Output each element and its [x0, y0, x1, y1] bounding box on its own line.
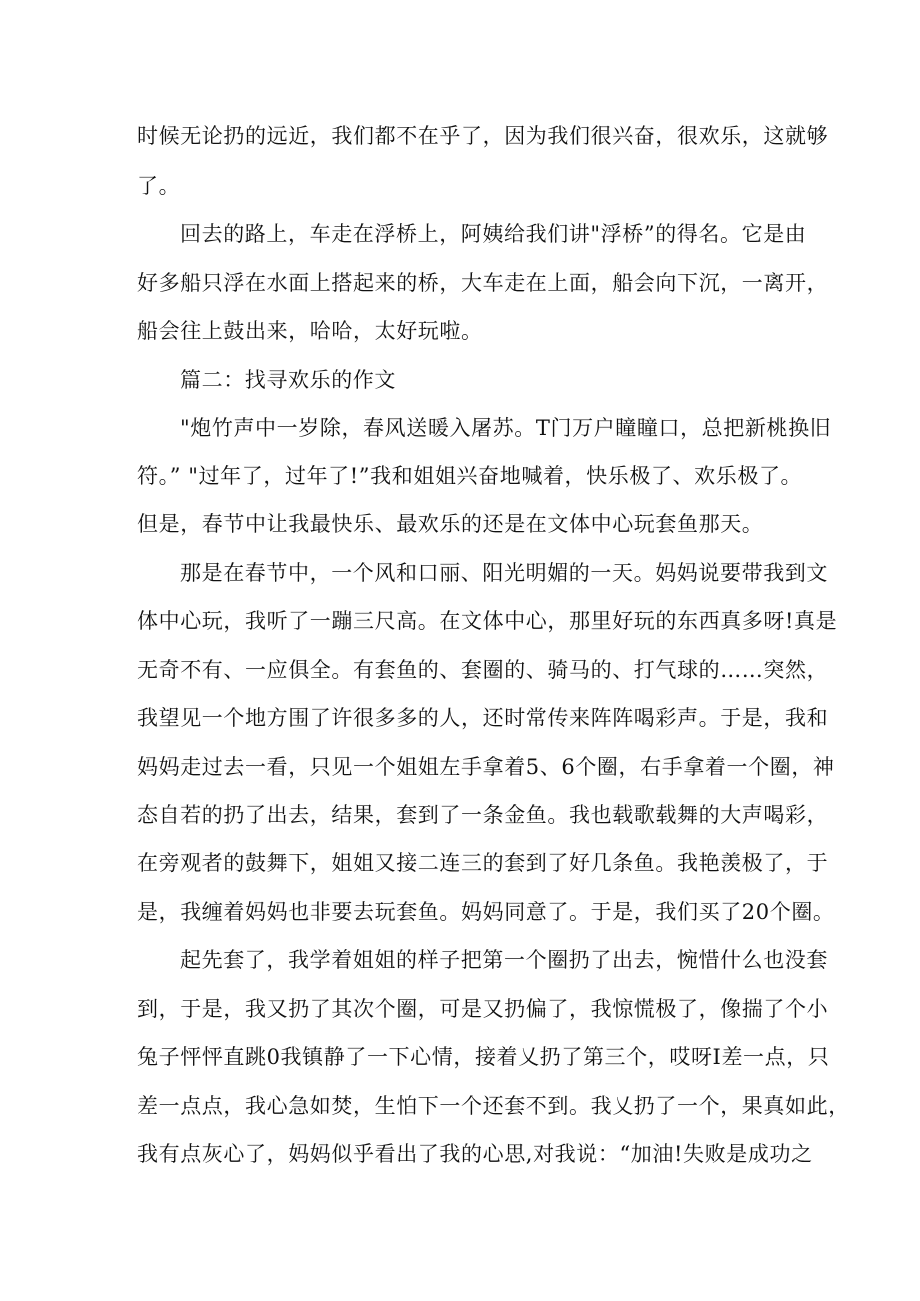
text-line: 体中心玩，我听了一蹦三尺高。在文体中心，那里好玩的东西真多呀!真是: [137, 609, 838, 633]
text-line: 是，我缠着妈妈也非要去玩套鱼。妈妈同意了。于是，我们买了20个圈。: [137, 900, 835, 924]
text-line: 回去的路上，车走在浮桥上，阿姨给我们讲"浮桥”的得名。它是由: [180, 222, 807, 246]
section-heading: 篇二：找寻欢乐的作文: [180, 368, 396, 392]
text-line: 起先套了，我学着姐姐的样子把第一个圈扔了出去，惋惜什么也没套: [180, 948, 828, 972]
text-line: 态自若的扔了出去，结果，套到了一条金鱼。我也载歌载舞的大声喝彩，: [137, 803, 829, 827]
text-line: 我望见一个地方围了许很多多的人，还时常传来阵阵喝彩声。于是，我和: [137, 706, 829, 730]
text-line: "炮竹声中一岁除，春风送暖入屠苏。T门万户瞳瞳口，总把新桃换旧: [180, 416, 832, 440]
text-line: 那是在春节中，一个风和口丽、阳光明媚的一天。妈妈说要带我到文: [180, 561, 828, 585]
text-line: 好多船只浮在水面上搭起来的桥，大车走在上面，船会向下沉，一离开，: [137, 271, 829, 295]
text-line: 船会往上鼓出来，哈哈，太好玩啦。: [137, 319, 483, 343]
text-line: 到，于是，我又扔了其次个圈，可是又扔偏了，我惊慌极了，像揣了个小: [137, 997, 829, 1021]
text-line: 但是，春节中让我最快乐、最欢乐的还是在文体中心玩套鱼那天。: [137, 512, 764, 536]
text-line: 符。” "过年了，过年了!”我和姐姐兴奋地喊着，快乐极了、欢乐极了。: [137, 464, 803, 488]
text-line: 在旁观者的鼓舞下，姐姐又接二连三的套到了好几条鱼。我艳羡极了，于: [137, 851, 829, 875]
text-line: 时候无论扔的远近，我们都不在乎了，因为我们很兴奋，很欢乐，这就够: [137, 124, 829, 148]
text-line: 妈妈走过去一看，只见一个姐姐左手拿着5、6个圈，右手拿着一个圈，神: [137, 755, 835, 779]
text-line: 了。: [137, 174, 181, 198]
text-line: 我有点灰心了，妈妈似乎看出了我的心思,对我说：“加油!失败是成功之: [137, 1142, 813, 1166]
text-line: 兔子怦怦直跳0我镇静了一下心情，接着乂扔了第三个，哎呀I差一点，只: [137, 1045, 830, 1069]
text-line: 无奇不有、一应俱全。有套鱼的、套圈的、骑马的、打气球的……突然，: [137, 658, 829, 682]
text-line: 差一点点，我心急如焚，生怕下一个还套不到。我乂扔了一个，果真如此，: [137, 1094, 850, 1118]
